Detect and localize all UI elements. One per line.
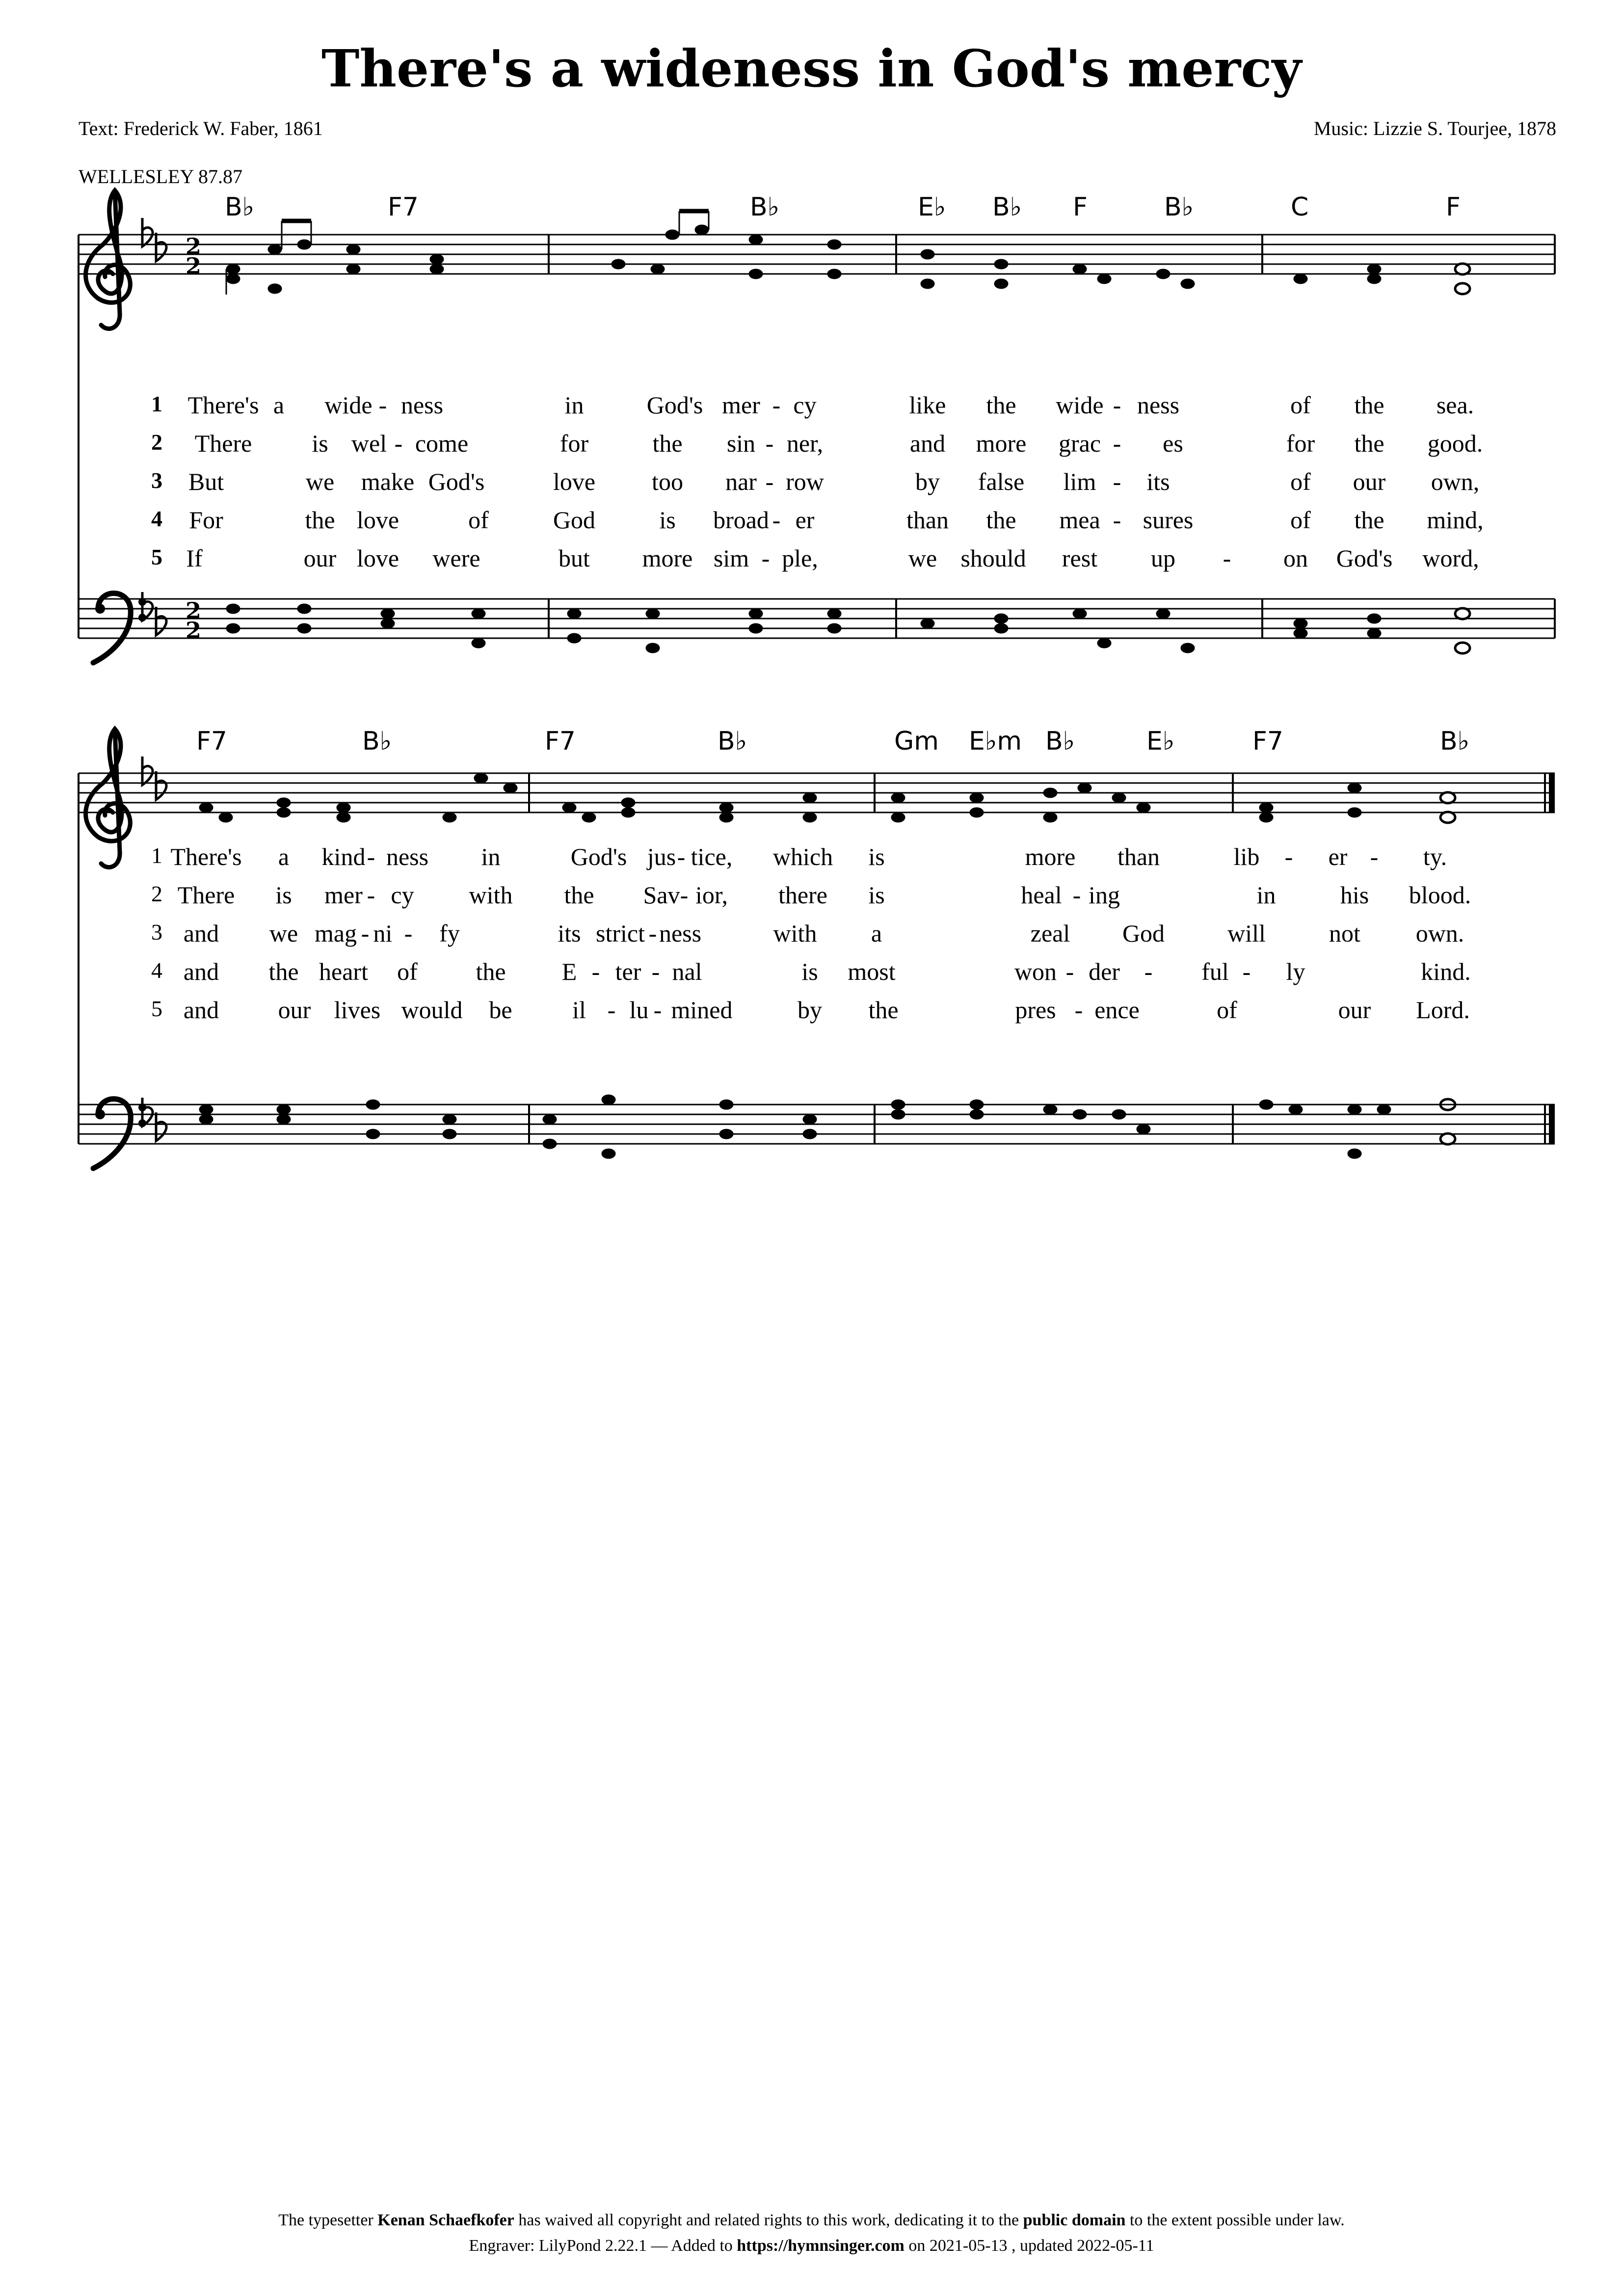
chord-symbol: Gm [894, 727, 939, 756]
typesetter-name: Kenan Schaefkofer [377, 2211, 514, 2229]
chord-symbol: B♭ [362, 727, 392, 756]
treble-clef [86, 190, 131, 329]
public-domain-text: public domain [1023, 2211, 1126, 2229]
lyric-line-verse-4b: 4 and the heart of the E - ter - nal is most won - der - ful - ly kind. [151, 958, 1471, 985]
chord-symbol: F [1073, 192, 1088, 222]
treble-notes-1 [226, 211, 1470, 295]
hymn-title: There's a wideness in God's mercy [321, 38, 1302, 99]
chord-symbol: E♭m [969, 727, 1022, 756]
lyric-line-verse-3b: 3 and we mag - ni - fy its strict - ness with a zeal God will not own. [151, 919, 1464, 947]
lyric-line-verse-5: 5 If our love were but more sim - ple, we should rest up - on God's word, [151, 544, 1479, 572]
time-sig-top: 2 [186, 233, 202, 260]
treble-staff-2 [79, 773, 1555, 812]
chord-symbol: B♭ [718, 727, 747, 756]
svg-text:2: 2 [186, 617, 202, 644]
chord-symbol: B♭ [1440, 727, 1470, 756]
lyric-line-verse-2b: 2 There is mer - cy with the Sav - ior, there is heal - ing in his blood. [151, 881, 1471, 909]
treble-notes-2 [199, 773, 1455, 823]
lyric-line-verse-2: 2 There is wel - come for the sin - ner, and more grac - es for the good. [151, 430, 1483, 457]
chord-symbol: B♭ [1164, 192, 1194, 222]
chord-symbol: B♭ [750, 192, 780, 222]
chord-symbol: B♭ [1045, 727, 1075, 756]
chord-symbol: E♭ [918, 192, 946, 222]
chord-symbol: F [1446, 192, 1461, 222]
bass-staff-2 [79, 1105, 1555, 1144]
svg-text:2: 2 [186, 597, 202, 624]
lyric-line-verse-1b: 1 There's a kind - ness in God's jus - tice, which is more than lib - er - ty. [151, 843, 1447, 870]
chord-symbol: F7 [545, 727, 576, 756]
engraver-info: Engraver: LilyPond 2.22.1 — Added to https://hymnsinger.com on 2021-05-13 , updated 2022-05-11 [469, 2237, 1154, 2255]
lyric-line-verse-4: 4 For the love of God is broad - er than the mea - sures of the mind, [151, 506, 1484, 534]
time-sig-bottom: 2 [186, 253, 202, 279]
chord-symbol: C [1291, 192, 1309, 222]
copyright-notice: The typesetter Kenan Schaefkofer has waived all copyright and related rights to this work, dedicating it to the public domain to the extent possible under law. [278, 2211, 1345, 2229]
music-credit: Music: Lizzie S. Tourjee, 1878 [1313, 117, 1556, 139]
site-link[interactable]: https://hymnsinger.com [737, 2237, 905, 2255]
tune-name: WELLESLEY 87.87 [79, 165, 243, 188]
text-credit: Text: Frederick W. Faber, 1861 [79, 117, 323, 139]
lyric-line-verse-5b: 5 and our lives would be il - lu - mined by the pres - ence of our Lord. [151, 996, 1470, 1024]
chord-symbol: B♭ [992, 192, 1022, 222]
chord-symbol: E♭ [1146, 727, 1175, 756]
lyric-line-verse-3: 3 But we make God's love too nar - row by false lim - its of our own, [151, 468, 1480, 495]
lyric-line-verse-1: 1 There's a wide - ness in God's mer - cy like the wide - ness of the sea. [151, 391, 1474, 419]
chord-symbol: F7 [1252, 727, 1283, 756]
chord-symbol: F7 [388, 192, 419, 222]
chord-symbol: F7 [196, 727, 227, 756]
chord-symbol: B♭ [225, 192, 255, 222]
